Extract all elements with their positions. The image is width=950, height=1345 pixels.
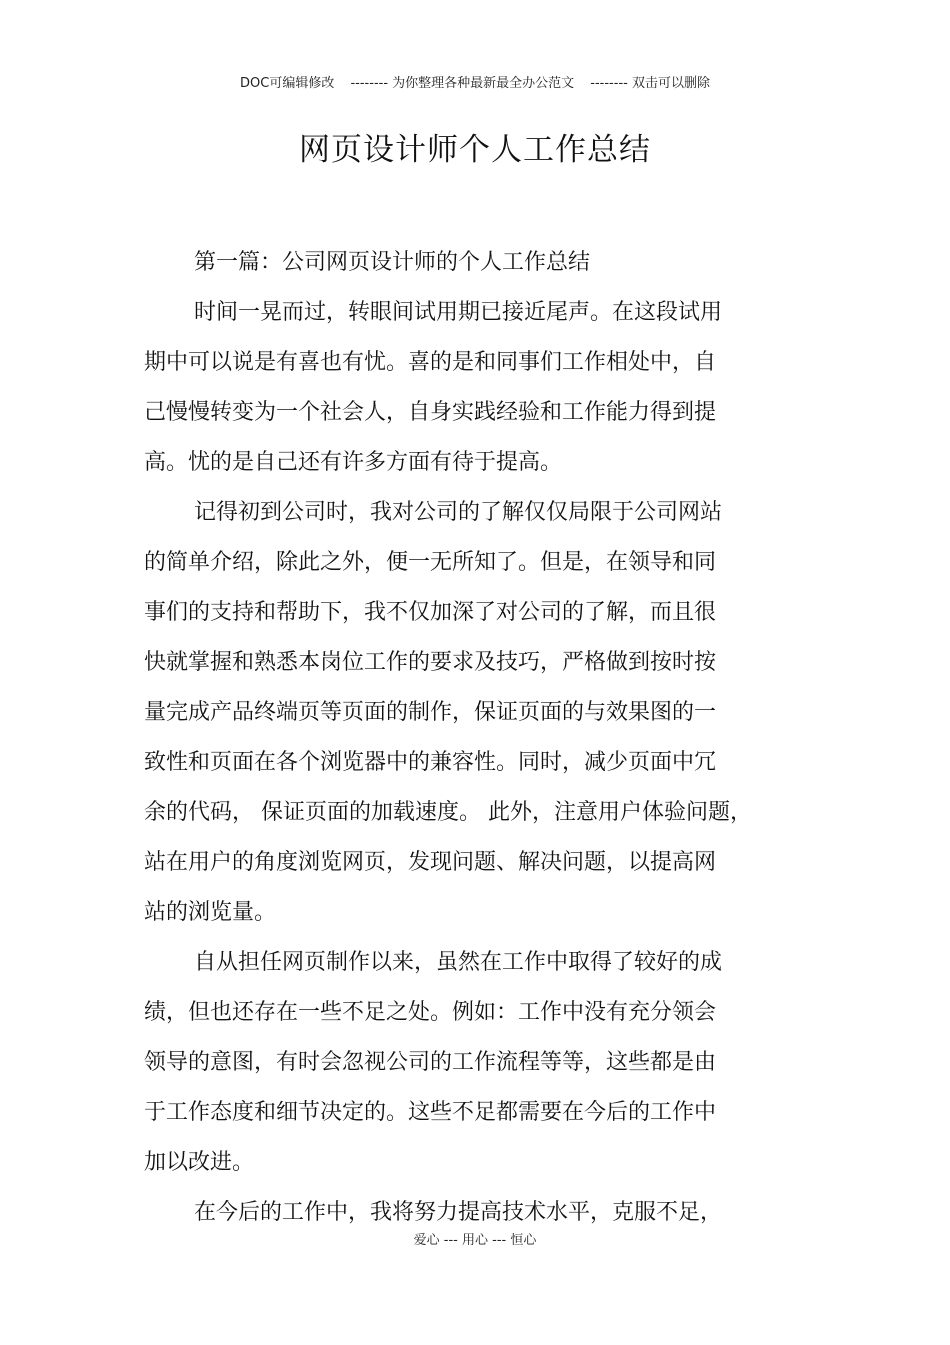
- page-footer: 爱心 --- 用心 --- 恒心: [413, 1233, 537, 1248]
- body-text-line: 于工作态度和细节决定的。这些不足都需要在今后的工作中: [144, 1100, 717, 1125]
- body-text-line: 的简单介绍，除此之外，便一无所知了。但是，在领导和同: [144, 550, 717, 575]
- body-text-line: 致性和页面在各个浏览器中的兼容性。同时，减少页面中冗: [144, 750, 717, 775]
- body-text-line: 第一篇：公司网页设计师的个人工作总结: [194, 250, 591, 275]
- body-text-line: 领导的意图，有时会忽视公司的工作流程等等，这些都是由: [144, 1050, 717, 1075]
- body-text-line: 在今后的工作中，我将努力提高技术水平，克服不足，: [194, 1200, 723, 1225]
- header-left-text: DOC可编辑修改: [240, 76, 335, 91]
- document-body: [144, 238, 784, 1238]
- body-text-line: 余的代码， 保证页面的加载速度。 此外，注意用户体验问题，: [144, 800, 752, 825]
- body-text-line: 记得初到公司时，我对公司的了解仅仅局限于公司网站: [194, 500, 723, 525]
- body-text-line: 时间一晃而过，转眼间试用期已接近尾声。在这段试用: [194, 300, 723, 325]
- body-text-line: 绩，但也还存在一些不足之处。例如：工作中没有充分领会: [144, 1000, 717, 1025]
- body-text-line: 事们的支持和帮助下，我不仅加深了对公司的了解，而且很: [144, 600, 717, 625]
- header-middle-text: -------- 为你整理各种最新最全办公范文: [350, 76, 575, 91]
- body-text-line: 站的浏览量。: [144, 900, 277, 925]
- body-text-line: 站在用户的角度浏览网页，发现问题、解决问题，以提高网: [144, 850, 717, 875]
- body-text-line: 自从担任网页制作以来，虽然在工作中取得了较好的成: [194, 950, 723, 975]
- page-header: [0, 72, 950, 91]
- header-right-text: -------- 双击可以删除: [590, 76, 710, 91]
- body-text-line: 期中可以说是有喜也有忧。喜的是和同事们工作相处中，自: [144, 350, 717, 375]
- body-text-line: 加以改进。: [144, 1150, 255, 1175]
- document-title: 网页设计师个人工作总结: [299, 132, 651, 168]
- body-text-line: 量完成产品终端页等页面的制作，保证页面的与效果图的一: [144, 700, 717, 725]
- body-text-line: 己慢慢转变为一个社会人，自身实践经验和工作能力得到提: [144, 400, 717, 425]
- body-text-line: 高。忧的是自己还有许多方面有待于提高。: [144, 450, 563, 475]
- body-text-line: 快就掌握和熟悉本岗位工作的要求及技巧，严格做到按时按: [144, 650, 717, 675]
